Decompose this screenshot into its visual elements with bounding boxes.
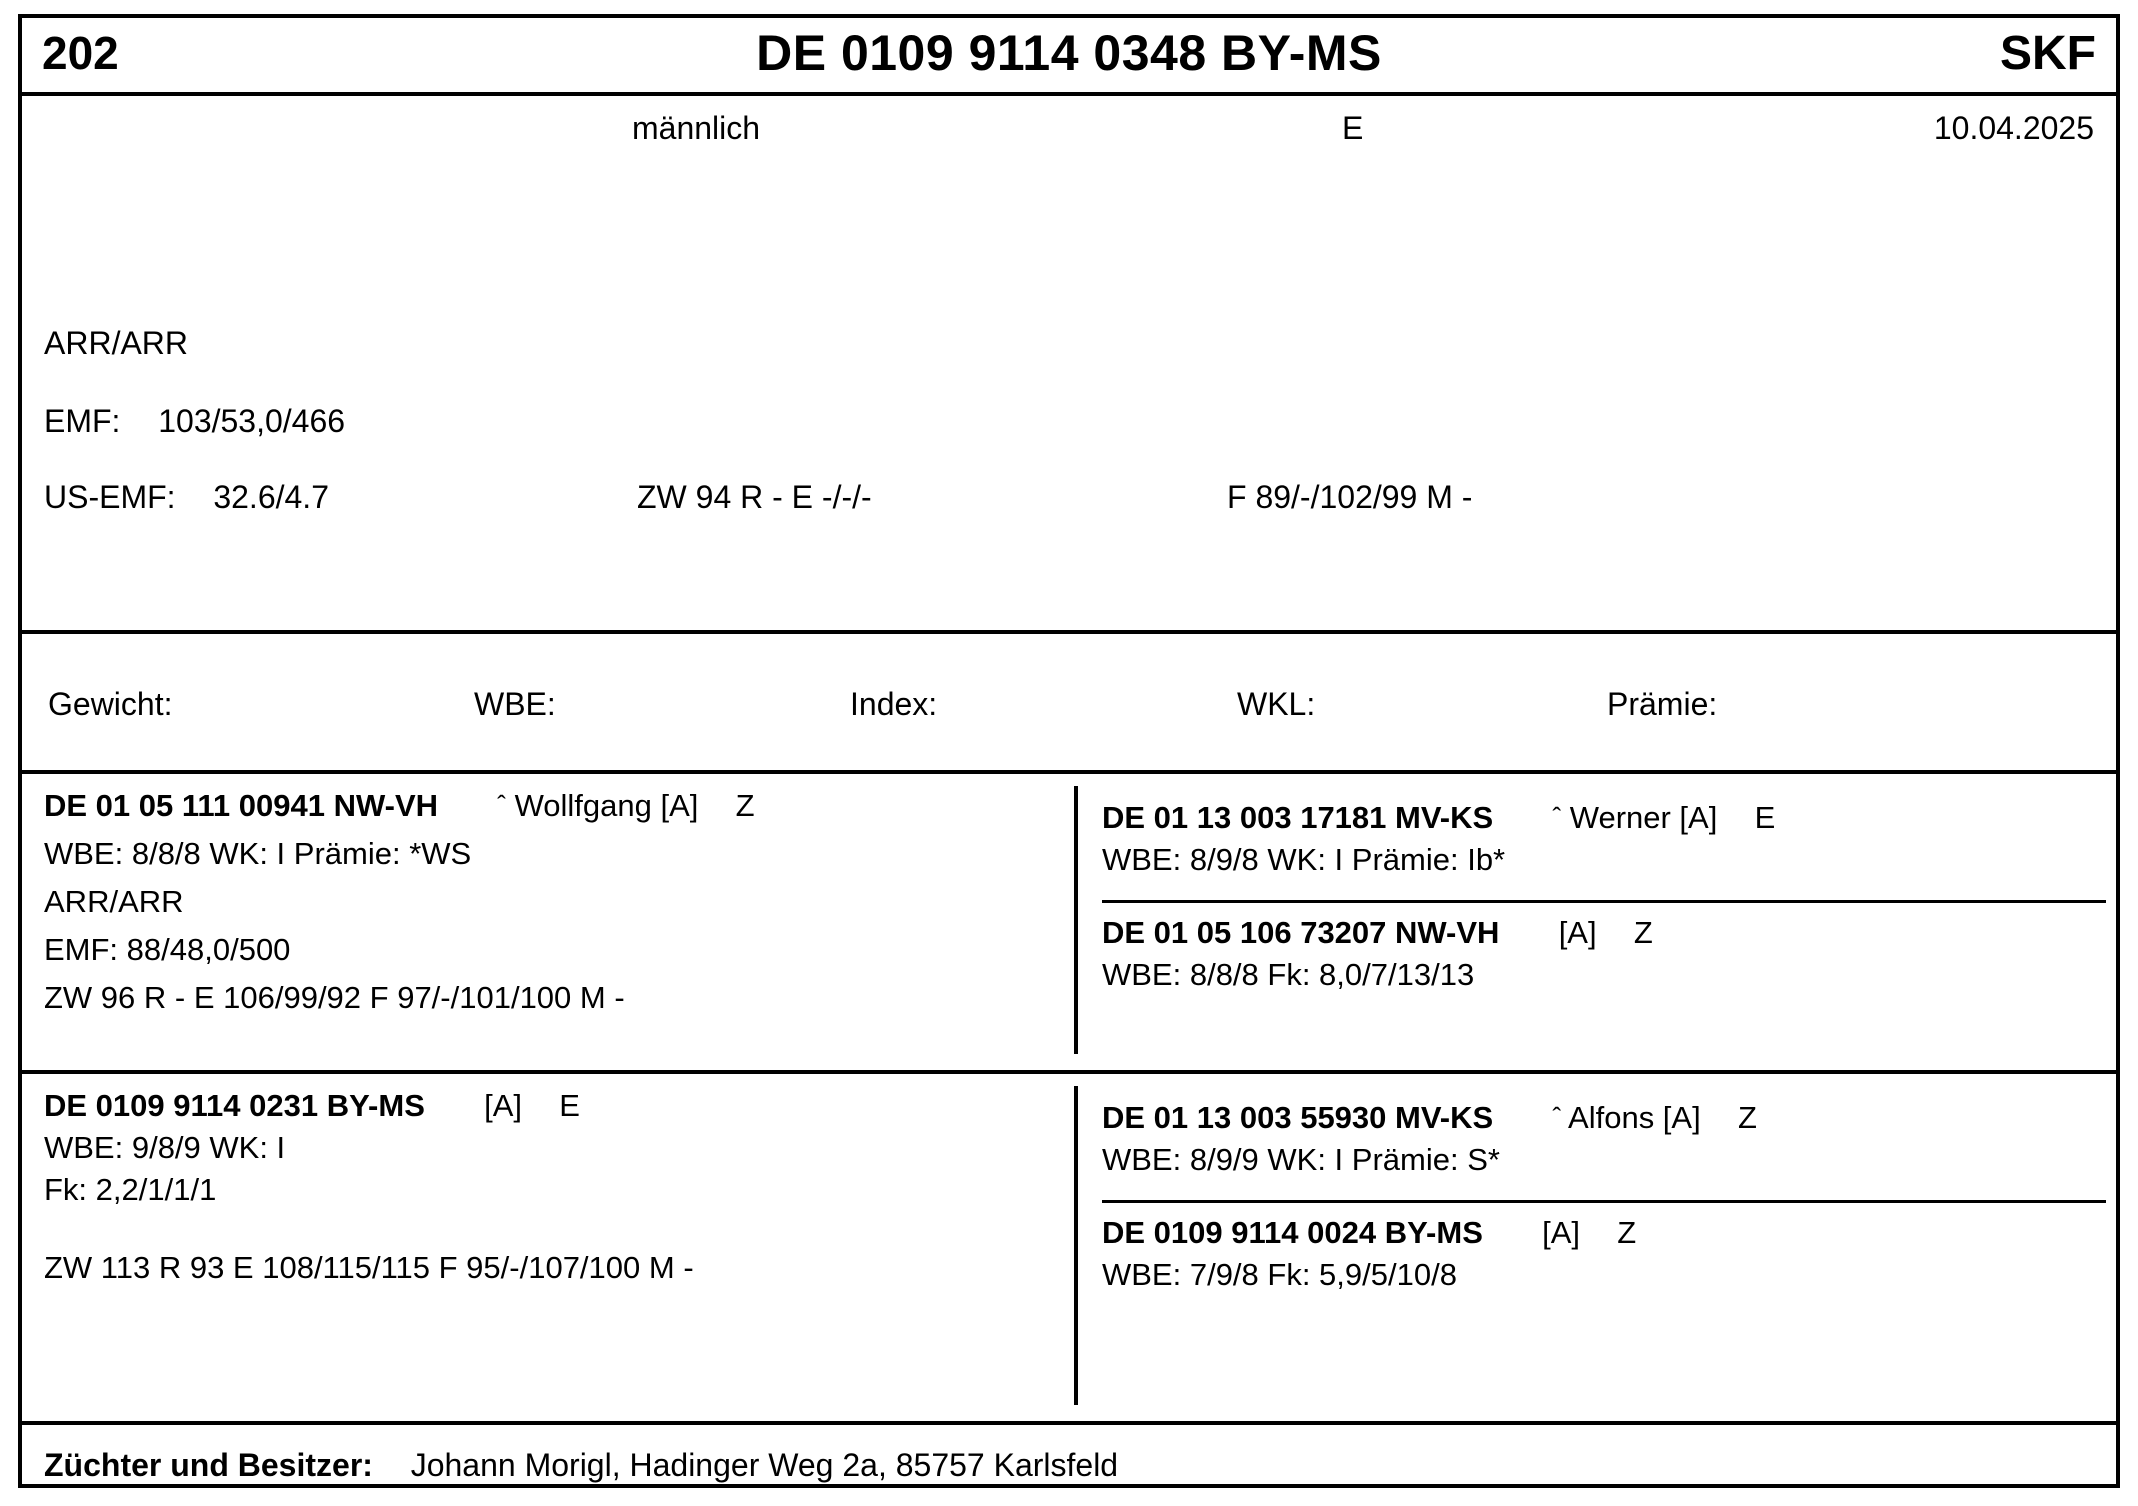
sire-id: DE 01 05 111 00941 NW-VH xyxy=(44,788,439,824)
sire-parents-block xyxy=(1074,786,2116,1054)
dam-dam-class: Z xyxy=(1617,1215,1637,1251)
header xyxy=(22,18,2116,96)
sire-header xyxy=(44,788,1064,824)
emf-row xyxy=(44,403,345,440)
dam-dam-wbe-line: WBE: 7/9/8 Fk: 5,9/5/10/8 xyxy=(1102,1257,1457,1293)
organization-label: SKF xyxy=(2000,26,2096,80)
dam-dam-header xyxy=(1102,1215,2106,1251)
gewicht-label: Gewicht: xyxy=(48,686,173,723)
sire-dam-wbe-line: WBE: 8/8/8 Fk: 8,0/7/13/13 xyxy=(1102,957,1475,993)
us-emf-row xyxy=(44,479,329,516)
dam-dam-block xyxy=(1102,1200,2106,1305)
sire-sire-class: E xyxy=(1754,800,1776,836)
animal-id-title: DE 0109 9114 0348 BY-MS xyxy=(756,25,1382,81)
class-value: E xyxy=(1342,110,1364,146)
sire-arr: ARR/ARR xyxy=(44,884,184,920)
dam-sire-block xyxy=(1102,1100,2106,1190)
dam-sire-header xyxy=(1102,1100,2106,1136)
f-values: F 89/-/102/99 M - xyxy=(1227,479,1473,516)
spacer-line xyxy=(44,1220,1064,1238)
wbe-label: WBE: xyxy=(474,686,556,723)
dam-sire-wbe-line: WBE: 8/9/9 WK: I Prämie: S* xyxy=(1102,1142,1500,1178)
emf-value: 103/53,0/466 xyxy=(158,403,346,440)
arr-genotype: ARR/ARR xyxy=(44,325,189,362)
pedigree-dam-row xyxy=(22,1074,2116,1425)
dam-sire-id: DE 01 13 003 55930 MV-KS xyxy=(1102,1100,1494,1136)
dam-dam-id: DE 0109 9114 0024 BY-MS xyxy=(1102,1215,1483,1251)
emf-label: EMF: xyxy=(44,403,121,440)
sex-value: männlich xyxy=(632,110,761,146)
dam-block xyxy=(22,1074,1074,1421)
sire-parents-inner xyxy=(1078,786,2116,1015)
sire-zw: ZW 96 R - E 106/99/92 F 97/-/101/100 M - xyxy=(44,980,625,1016)
sire-name: Wollfgang [A] xyxy=(514,788,699,824)
us-emf-value: 32.6/4.7 xyxy=(213,479,329,516)
sire-sire-block xyxy=(1102,800,2106,890)
breeder-owner-label: Züchter und Besitzer: xyxy=(44,1447,373,1483)
sire-dam-class: Z xyxy=(1633,915,1653,951)
dam-zw: ZW 113 R 93 E 108/115/115 F 95/-/107/100 M - xyxy=(44,1250,694,1286)
sire-sire-header xyxy=(1102,800,2106,836)
wkl-label: WKL: xyxy=(1237,686,1316,723)
sire-dam-id: DE 01 05 106 73207 NW-VH xyxy=(1102,915,1500,951)
caret-icon: ˆ xyxy=(1552,802,1562,833)
sire-dam-name: [A] xyxy=(1558,915,1597,951)
breeder-owner-value: Johann Morigl, Hadinger Weg 2a, 85757 Karlsfeld xyxy=(410,1447,1119,1483)
caret-icon: ˆ xyxy=(497,790,506,821)
dam-sire-name: Alfons [A] xyxy=(1568,1100,1701,1136)
index-label: Index: xyxy=(850,686,938,723)
main-data-block xyxy=(22,157,2116,634)
dam-class: E xyxy=(559,1088,580,1124)
sire-dam-block xyxy=(1102,900,2106,1005)
sire-sire-wbe-line: WBE: 8/9/8 WK: I Prämie: Ib* xyxy=(1102,842,1506,878)
dam-name: [A] xyxy=(484,1088,523,1124)
date-value: 10.04.2025 xyxy=(1933,110,2094,146)
dam-id: DE 0109 9114 0231 BY-MS xyxy=(44,1088,425,1124)
dam-fk: Fk: 2,2/1/1/1 xyxy=(44,1172,217,1208)
caret-icon: ˆ xyxy=(1552,1102,1562,1133)
dam-sire-class: Z xyxy=(1737,1100,1757,1136)
attributes-row xyxy=(22,634,2116,774)
praemie-label: Prämie: xyxy=(1607,686,1718,723)
dam-parents-inner xyxy=(1078,1086,2116,1315)
sire-class: Z xyxy=(735,788,755,824)
dam-wbe-line: WBE: 9/8/9 WK: I xyxy=(44,1130,286,1166)
dam-parents-block xyxy=(1074,1086,2116,1405)
subheader xyxy=(22,96,2116,157)
dam-header xyxy=(44,1088,1064,1124)
catalog-number: 202 xyxy=(42,27,119,79)
breeder-owner-row xyxy=(22,1425,2116,1484)
dam-dam-name: [A] xyxy=(1542,1215,1581,1251)
sire-block xyxy=(22,774,1074,1070)
sire-dam-header xyxy=(1102,915,2106,951)
sire-emf: EMF: 88/48,0/500 xyxy=(44,932,291,968)
zw-values: ZW 94 R - E -/-/- xyxy=(637,479,872,516)
us-emf-label: US-EMF: xyxy=(44,479,176,516)
certificate-card xyxy=(18,14,2120,1488)
pedigree-sire-row xyxy=(22,774,2116,1074)
sire-wbe-line: WBE: 8/8/8 WK: I Prämie: *WS xyxy=(44,836,472,872)
sire-sire-name: Werner [A] xyxy=(1569,800,1718,836)
sire-sire-id: DE 01 13 003 17181 MV-KS xyxy=(1102,800,1494,836)
